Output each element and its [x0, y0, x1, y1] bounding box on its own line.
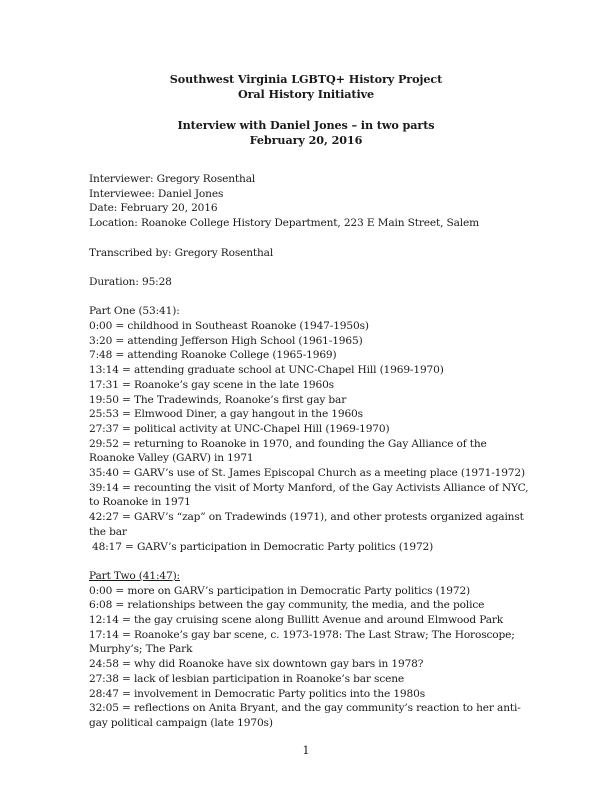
page-number: 1: [302, 744, 310, 757]
timestamp-item: 12:14 = the gay cruising scene along Bullitt Avenue and around Elmwood Park: [89, 614, 504, 627]
timestamp-item: 28:47 = involvement in Democratic Party politics into the 1980s: [89, 687, 425, 700]
timestamp-item: 35:40 = GARV’s use of St. James Episcopal Church as a meeting place (1971-1972): [89, 467, 525, 480]
timestamp-item: 17:31 = Roanoke’s gay scene in the late 1960s: [89, 378, 334, 391]
timestamp-item: 42:27 = GARV’s “zap” on Tradewinds (1971), and other protests organized against the bar: [89, 511, 524, 538]
timestamp-item: 0:00 = childhood in Southeast Roanoke (1947-1950s): [89, 319, 369, 332]
interview-header: [0, 118, 612, 148]
timestamp-item: 32:05 = reflections on Anita Bryant, and the gay community’s reaction to her anti-gay political campaign (late 1970s): [89, 702, 521, 729]
spacer: [89, 290, 529, 305]
project-title: Southwest Virginia LGBTQ+ History Project: [169, 72, 443, 86]
timestamp-item: 27:38 = lack of lesbian participation in Roanoke’s bar scene: [89, 672, 405, 685]
interview-date: February 20, 2016: [249, 133, 363, 147]
spacer: [89, 231, 529, 246]
timestamp-item: 25:53 = Elmwood Diner, a gay hangout in the 1960s: [89, 408, 363, 421]
timestamp-item: 17:14 = Roanoke’s gay bar scene, c. 1973-1978: The Last Straw; The Horoscope; Murphy’s; The Park: [89, 628, 515, 656]
timestamp-item: 48:17 = GARV’s participation in Democratic Party politics (1972): [92, 540, 434, 553]
timestamp-item: 24:58 = why did Roanoke have six downtown gay bars in 1978?: [89, 658, 424, 671]
interview-title: Interview with Daniel Jones – in two parts: [177, 118, 435, 132]
transcriber-line: Transcribed by: Gregory Rosenthal: [89, 246, 274, 259]
spacer: [89, 554, 529, 569]
timestamp-item: 3:20 = attending Jefferson High School (1961-1965): [89, 334, 363, 347]
part-one-section: [89, 304, 529, 554]
timestamp-item: 7:48 = attending Roanoke College (1965-1969): [89, 349, 337, 362]
timestamp-item: 27:37 = political activity at UNC-Chapel Hill (1969-1970): [89, 422, 390, 435]
spacer: [89, 260, 529, 275]
timestamp-item: 29:52 = returning to Roanoke in 1970, and founding the Gay Alliance of the Roanoke Valley (GARV) in 1971: [89, 437, 487, 465]
document-header: [0, 72, 612, 102]
part-one-heading: Part One (53:41):: [89, 305, 180, 318]
location-line: Location: Roanoke College History Department, 223 E Main Street, Salem: [89, 217, 480, 230]
timestamp-item: 19:50 = The Tradewinds, Roanoke’s first gay bar: [89, 393, 347, 406]
part-two-heading: Part Two (41:47):: [89, 569, 180, 582]
timestamp-item: 0:00 = more on GARV’s participation in Democratic Party politics (1972): [89, 584, 471, 597]
timestamp-item: 39:14 = recounting the visit of Morty Manford, of the Gay Activists Alliance of NYC, to Roanoke in 1971: [89, 481, 529, 509]
duration-line: Duration: 95:28: [89, 275, 172, 288]
interviewee-line: Interviewee: Daniel Jones: [89, 187, 224, 200]
date-line: Date: February 20, 2016: [89, 202, 218, 215]
initiative-title: Oral History Initiative: [237, 87, 375, 101]
timestamp-item: 6:08 = relationships between the gay community, the media, and the police: [89, 599, 485, 612]
timestamp-item: 13:14 = attending graduate school at UNC-Chapel Hill (1969-1970): [89, 364, 444, 377]
document-body: [89, 172, 529, 731]
part-two-section: [89, 569, 529, 731]
interviewer-line: Interviewer: Gregory Rosenthal: [89, 173, 256, 185]
